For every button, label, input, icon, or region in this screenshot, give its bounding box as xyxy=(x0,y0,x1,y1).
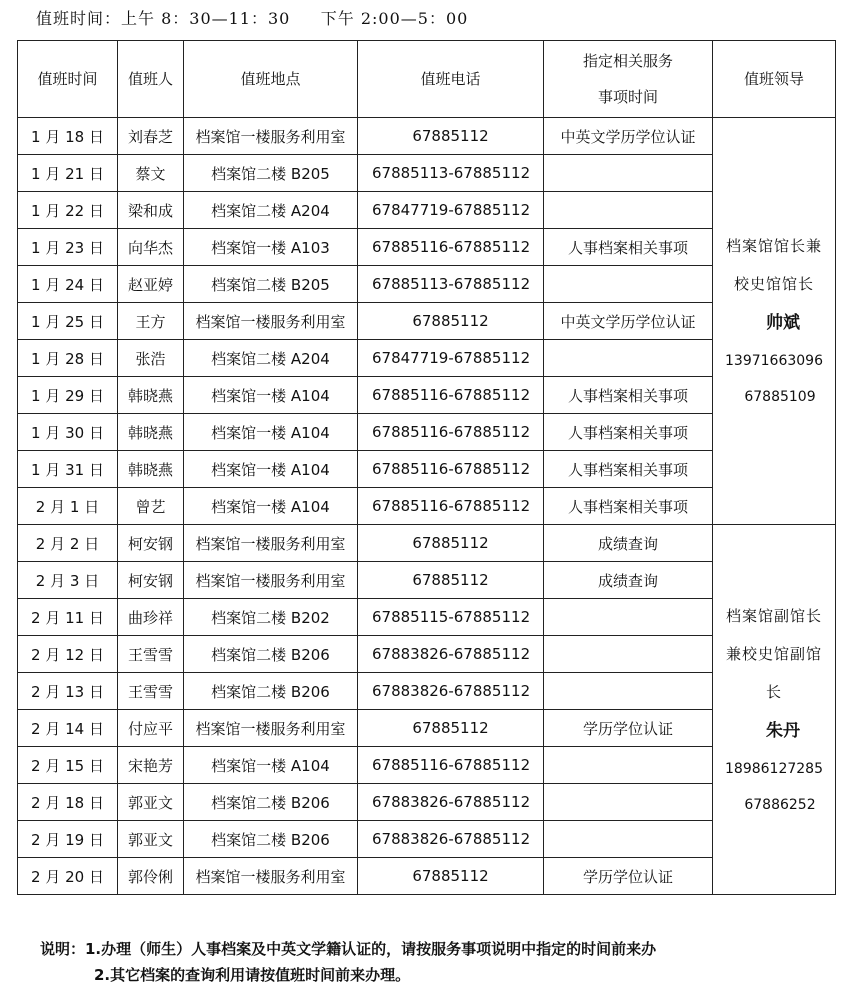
cell-person: 王方 xyxy=(118,303,184,340)
cell-place: 档案馆一楼 A104 xyxy=(184,747,358,784)
cell-place: 档案馆一楼 A104 xyxy=(184,451,358,488)
leader-title-line1: 档案馆副馆长 xyxy=(725,606,822,625)
leader-tel: 67885109 xyxy=(744,389,816,405)
cell-service: 人事档案相关事项 xyxy=(544,229,713,266)
header-place: 值班地点 xyxy=(184,41,358,118)
cell-phone: 67885112 xyxy=(358,858,544,895)
cell-date: 2 月 14 日 xyxy=(18,710,118,747)
leader-cell xyxy=(713,118,836,525)
cell-phone: 67885113-67885112 xyxy=(358,266,544,303)
cell-phone: 67885116-67885112 xyxy=(358,377,544,414)
cell-person: 付应平 xyxy=(118,710,184,747)
leader-title-line3: 长 xyxy=(765,682,782,701)
duty-hours-line: 值班时间：上午 8：30—11：30 下午 2:00—5：00 xyxy=(36,9,469,28)
cell-person: 韩晓燕 xyxy=(118,451,184,488)
cell-service xyxy=(544,821,713,858)
cell-place: 档案馆一楼服务利用室 xyxy=(184,858,358,895)
duty-schedule-table xyxy=(17,40,836,895)
cell-service: 人事档案相关事项 xyxy=(544,488,713,525)
cell-phone: 67885112 xyxy=(358,525,544,562)
cell-person: 梁和成 xyxy=(118,192,184,229)
cell-person: 宋艳芳 xyxy=(118,747,184,784)
cell-person: 郭亚文 xyxy=(118,784,184,821)
cell-date: 1 月 31 日 xyxy=(18,451,118,488)
cell-place: 档案馆二楼 B205 xyxy=(184,266,358,303)
cell-person: 柯安钢 xyxy=(118,525,184,562)
cell-phone: 67885116-67885112 xyxy=(358,414,544,451)
cell-service xyxy=(544,192,713,229)
cell-service: 中英文学历学位认证 xyxy=(544,118,713,155)
cell-date: 2 月 13 日 xyxy=(18,673,118,710)
cell-place: 档案馆二楼 B206 xyxy=(184,636,358,673)
leader-title-line2: 校史馆馆长 xyxy=(733,275,814,293)
cell-date: 1 月 24 日 xyxy=(18,266,118,303)
notes xyxy=(40,936,656,988)
cell-person: 曲珍祥 xyxy=(118,599,184,636)
cell-place: 档案馆二楼 B202 xyxy=(184,599,358,636)
cell-date: 2 月 18 日 xyxy=(18,784,118,821)
cell-service: 成绩查询 xyxy=(544,562,713,599)
cell-place: 档案馆二楼 A204 xyxy=(184,192,358,229)
cell-person: 郭亚文 xyxy=(118,821,184,858)
leader-title-line1: 档案馆馆长兼 xyxy=(725,237,822,255)
cell-service: 成绩查询 xyxy=(544,525,713,562)
cell-service: 学历学位认证 xyxy=(544,858,713,895)
cell-phone: 67885116-67885112 xyxy=(358,451,544,488)
leader-mobile: 18986127285 xyxy=(725,760,823,777)
cell-person: 蔡文 xyxy=(118,155,184,192)
cell-place: 档案馆二楼 B206 xyxy=(184,673,358,710)
cell-place: 档案馆一楼服务利用室 xyxy=(184,525,358,562)
cell-date: 1 月 23 日 xyxy=(18,229,118,266)
cell-service: 学历学位认证 xyxy=(544,710,713,747)
cell-phone: 67885112 xyxy=(358,303,544,340)
cell-date: 2 月 11 日 xyxy=(18,599,118,636)
table-row xyxy=(18,118,836,155)
header-service-line1: 指定相关服务 xyxy=(582,52,673,70)
cell-person: 柯安钢 xyxy=(118,562,184,599)
cell-phone: 67885112 xyxy=(358,118,544,155)
cell-person: 郭伶俐 xyxy=(118,858,184,895)
leader-name: 朱丹 xyxy=(766,720,800,741)
cell-person: 王雪雪 xyxy=(118,636,184,673)
cell-person: 韩晓燕 xyxy=(118,414,184,451)
cell-service: 人事档案相关事项 xyxy=(544,377,713,414)
cell-service xyxy=(544,340,713,377)
cell-service xyxy=(544,673,713,710)
cell-date: 2 月 19 日 xyxy=(18,821,118,858)
cell-person: 王雪雪 xyxy=(118,673,184,710)
cell-place: 档案馆二楼 B206 xyxy=(184,821,358,858)
cell-person: 向华杰 xyxy=(118,229,184,266)
cell-person: 张浩 xyxy=(118,340,184,377)
header-person: 值班人 xyxy=(118,41,184,118)
table-row xyxy=(18,525,836,562)
cell-date: 1 月 28 日 xyxy=(18,340,118,377)
note-line-1: 说明：1.办理（师生）人事档案及中英文学籍认证的，请按服务事项说明中指定的时间前来办 xyxy=(40,940,657,958)
cell-service: 人事档案相关事项 xyxy=(544,414,713,451)
cell-date: 2 月 15 日 xyxy=(18,747,118,784)
cell-service xyxy=(544,266,713,303)
leader-cell xyxy=(713,525,836,895)
cell-place: 档案馆一楼 A104 xyxy=(184,377,358,414)
header-phone: 值班电话 xyxy=(358,41,544,118)
cell-person: 曾艺 xyxy=(118,488,184,525)
cell-place: 档案馆一楼 A104 xyxy=(184,414,358,451)
header-service xyxy=(544,41,713,118)
cell-date: 2 月 20 日 xyxy=(18,858,118,895)
cell-place: 档案馆一楼 A103 xyxy=(184,229,358,266)
cell-service xyxy=(544,636,713,673)
cell-place: 档案馆一楼服务利用室 xyxy=(184,118,358,155)
cell-place: 档案馆一楼服务利用室 xyxy=(184,710,358,747)
cell-phone: 67885116-67885112 xyxy=(358,229,544,266)
cell-service xyxy=(544,155,713,192)
cell-place: 档案馆二楼 B206 xyxy=(184,784,358,821)
cell-date: 1 月 29 日 xyxy=(18,377,118,414)
cell-date: 1 月 25 日 xyxy=(18,303,118,340)
cell-service xyxy=(544,747,713,784)
cell-phone: 67885113-67885112 xyxy=(358,155,544,192)
cell-phone: 67885112 xyxy=(358,710,544,747)
header-service-line2: 事项时间 xyxy=(597,88,658,106)
cell-phone: 67883826-67885112 xyxy=(358,673,544,710)
cell-phone: 67885112 xyxy=(358,562,544,599)
cell-place: 档案馆一楼服务利用室 xyxy=(184,562,358,599)
cell-service: 中英文学历学位认证 xyxy=(544,303,713,340)
cell-date: 1 月 30 日 xyxy=(18,414,118,451)
cell-service: 人事档案相关事项 xyxy=(544,451,713,488)
cell-phone: 67883826-67885112 xyxy=(358,784,544,821)
leader-title-line2: 兼校史馆副馆 xyxy=(725,644,822,663)
cell-phone: 67885116-67885112 xyxy=(358,488,544,525)
table-header-row xyxy=(18,41,836,118)
leader-mobile: 13971663096 xyxy=(725,353,823,369)
cell-place: 档案馆一楼服务利用室 xyxy=(184,303,358,340)
cell-phone: 67885115-67885112 xyxy=(358,599,544,636)
cell-person: 赵亚婷 xyxy=(118,266,184,303)
cell-person: 韩晓燕 xyxy=(118,377,184,414)
header-leader: 值班领导 xyxy=(713,41,836,118)
cell-date: 1 月 22 日 xyxy=(18,192,118,229)
cell-place: 档案馆二楼 A204 xyxy=(184,340,358,377)
cell-phone: 67883826-67885112 xyxy=(358,821,544,858)
cell-date: 2 月 2 日 xyxy=(18,525,118,562)
leader-name: 帅斌 xyxy=(766,313,800,333)
cell-phone: 67885116-67885112 xyxy=(358,747,544,784)
cell-date: 2 月 1 日 xyxy=(18,488,118,525)
cell-phone: 67847719-67885112 xyxy=(358,192,544,229)
cell-date: 1 月 18 日 xyxy=(18,118,118,155)
header-date: 值班时间 xyxy=(18,41,118,118)
cell-phone: 67847719-67885112 xyxy=(358,340,544,377)
cell-service xyxy=(544,784,713,821)
cell-date: 2 月 12 日 xyxy=(18,636,118,673)
cell-phone: 67883826-67885112 xyxy=(358,636,544,673)
cell-date: 2 月 3 日 xyxy=(18,562,118,599)
cell-place: 档案馆一楼 A104 xyxy=(184,488,358,525)
note-line-2: 2.其它档案的查询利用请按值班时间前来办理。 xyxy=(94,966,411,984)
cell-service xyxy=(544,599,713,636)
cell-person: 刘春芝 xyxy=(118,118,184,155)
leader-tel: 67886252 xyxy=(744,796,816,813)
cell-place: 档案馆二楼 B205 xyxy=(184,155,358,192)
cell-date: 1 月 21 日 xyxy=(18,155,118,192)
